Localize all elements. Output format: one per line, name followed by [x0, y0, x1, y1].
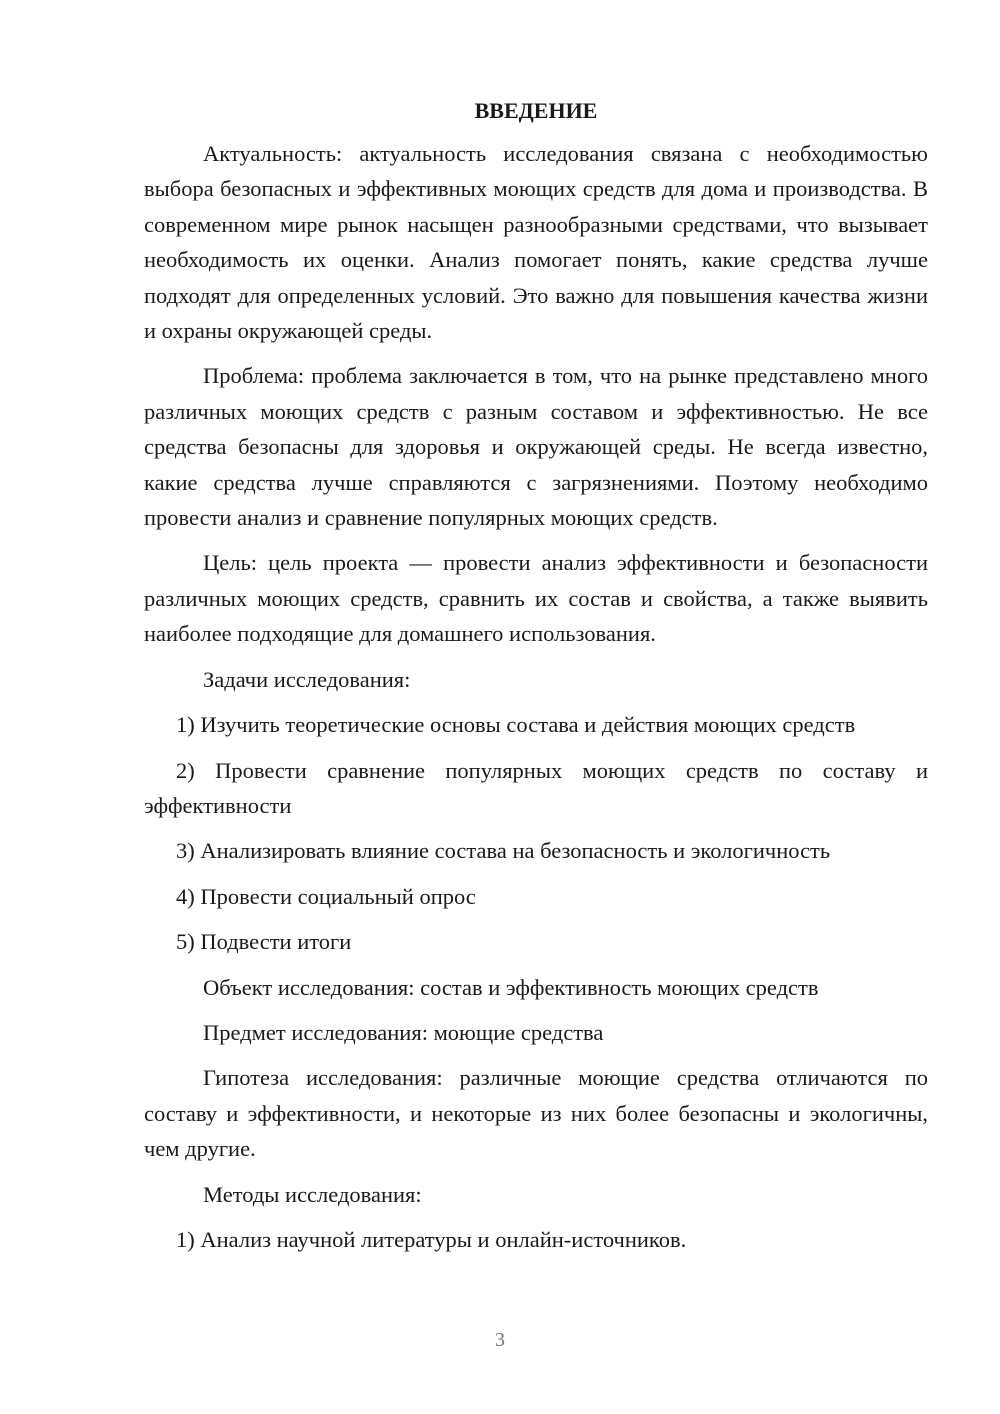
section-title: ВВЕДЕНИЕ: [474, 98, 598, 123]
problem-paragraph: Проблема: проблема заключается в том, что на рынке представлено много различных моющих средств с разным составом и эффективностью. Не все средства безопасны для здоровья и окружающей среды. Не всегда известно, какие средства лучше справляются с загрязнениями. Поэтому необходимо провести анализ и сравнение популярных моющих средств.: [144, 363, 928, 531]
object-paragraph: Объект исследования: состав и эффективность моющих средств: [203, 974, 819, 1000]
task-item: 3) Анализировать влияние состава на безопасность и экологичность: [176, 838, 831, 864]
task-item: 2) Провести сравнение популярных моющих средств по составу и эффективности: [144, 757, 928, 818]
subject-paragraph: Предмет исследования: моющие средства: [203, 1019, 604, 1045]
task-item: 5) Подвести итоги: [176, 929, 352, 955]
relevance-paragraph: Актуальность: актуальность исследования связана с необходимостью выбора безопасных и эффективных моющих средств для дома и производства. В современном мире рынок насыщен разнообразными средствами, что вызывает необходимость их оценки. Анализ помогает понять, какие средства лучше подходят для определенных условий. Это важно для повышения качества жизни и охраны окружающей среды.: [144, 141, 928, 344]
page-number: 3: [495, 1329, 505, 1351]
methods-heading: Методы исследования:: [203, 1181, 422, 1207]
task-item: 4) Провести социальный опрос: [176, 883, 476, 909]
goal-paragraph: Цель: цель проекта — провести анализ эффективности и безопасности различных моющих средств, сравнить их состав и свойства, а также выявить наиболее подходящие для домашнего использования.: [144, 550, 928, 647]
tasks-heading: Задачи исследования:: [203, 666, 411, 692]
hypothesis-paragraph: Гипотеза исследования: различные моющие средства отличаются по составу и эффективности, и некоторые из них более безопасны и экологичны, чем другие.: [144, 1065, 928, 1162]
method-item: 1) Анализ научной литературы и онлайн-источников.: [176, 1226, 687, 1252]
task-item: 1) Изучить теоретические основы состава и действия моющих средств: [176, 712, 856, 738]
